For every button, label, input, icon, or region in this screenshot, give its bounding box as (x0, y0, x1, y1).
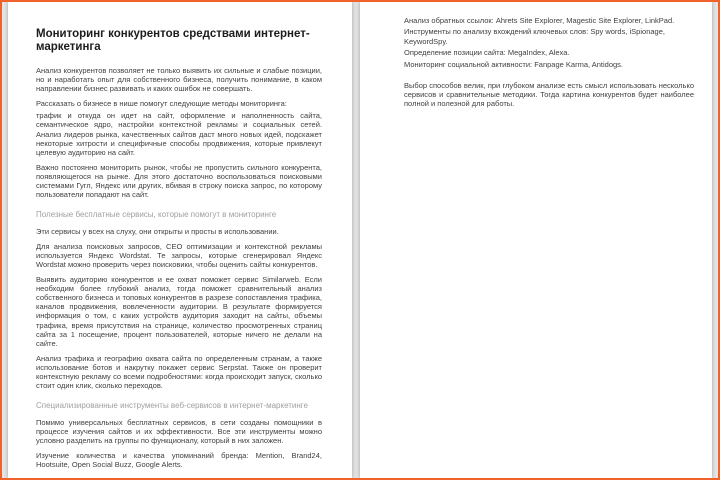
tool-list-line: Анализ обратных ссылок: Ahrets Site Explorer, Magestic Site Explorer, LinkPad. (404, 16, 675, 25)
page-2 (360, 2, 712, 478)
closing-paragraph: Выбор способов велик, при глубоком анализе есть смысл использовать несколько сервисов и сравнительные методики. Тогда картина конкурентов будет наиболее полной и полезной для работы. (404, 81, 694, 109)
tool-list-line: Определение позиции сайта: MegaIndex, Alexa. (404, 48, 570, 58)
page-1 (8, 2, 352, 478)
paragraph: Анализ конкурентов позволяет не только выявить их сильные и слабые позиции, но и наработать опыт для собственного бизнеса, получить понимание, в каком направлении бизнес развивать и каких ошибок не совершать. (36, 66, 322, 94)
document-title: Мониторинг конкурентов средствами интернет-маркетинга (36, 28, 310, 53)
page-1-content (8, 2, 352, 469)
section-heading-free-services: Полезные бесплатные сервисы, которые помогут в мониторинге (36, 210, 277, 220)
paragraph: Помимо универсальных бесплатных сервисов, в сети созданы помощники в процессе изучения сайтов и их эффективности. Все эти инструменты можно условно разделить на группы по функционалу, который в них заложен. (36, 417, 322, 445)
paragraph: Важно постоянно мониторить рынок, чтобы не пропустить сильного конкурента, появляющегося на рынке. Для этого достаточно воспользоваться поисковыми системами Гугл, Яндекс или других, вбивая в строку поиска запрос, по которому пользователи попадают на сайт. (36, 162, 322, 200)
tool-list-line: Мониторинг социальной активности: Fanpage Karma, Antidogs. (404, 59, 624, 69)
page-2-content (360, 2, 712, 108)
paragraph: Эти сервисы у всех на слуху, они открыты и просты в использовании. (36, 226, 279, 236)
paragraph: трафик и откуда он идет на сайт, оформление и наполненность сайта, семантическое ядро, настройки контекстной рекламы и социальных сетей. Анализ лидеров рынка, качественных сайтов даст много новых идей, подскажет некоторые хитрости и специфичные способы продвижения, которые привлекут целевую аудиторию на сайт. (36, 111, 322, 157)
paragraph: Рассказать о бизнесе в нише помогут следующие методы мониторинга: (36, 99, 287, 109)
paragraph: Для анализа поисковых запросов, СЕО оптимизации и контекстной рекламы используется Яндекс Wordstat. Те запросы, которые сгенерировал Яндекс Wordstat можно проверить через поисковики, чтобы оценить сайты конкурентов. (36, 241, 322, 269)
paragraph: Анализ трафика и географию охвата сайта по определенным странам, а также использование ботов и накрутку покажет сервис Serpstat. Также он проверит контекстную рекламу со всеми подробностями: когда происходит запуск, сколько стоит один клик, сколько переходов. (36, 353, 322, 391)
paragraph: Изучение количества и качества упоминаний бренда: Mention, Brand24, Hootsuite, Open Social Buzz, Google Alerts. (36, 451, 322, 470)
tool-list-line: Инструменты по анализу вхождений ключевых слов: Spy words, iSpionage, KeywordSpy. (404, 27, 665, 46)
paragraph: Выявить аудиторию конкурентов и ее охват поможет сервис Similarweb. Если необходим более глубокий анализ, тогда поможет сравнительный анализ собственного бизнеса и топовых конкурентов в разрезе сопоставления трафика, каналов продвижения, вовлеченности аудитории. В результате формируется информация о том, с каких устройств аудитория заходит на сайты, объемы трафика, время присутствия на странице, количество просмотренных страниц сайта за 1 посещение, процент пользователей, которые ничего не делали на сайте. (36, 275, 322, 348)
section-heading-specialized-tools: Специализированные инструменты веб-сервисов в интернет-маркетинге (36, 401, 308, 411)
